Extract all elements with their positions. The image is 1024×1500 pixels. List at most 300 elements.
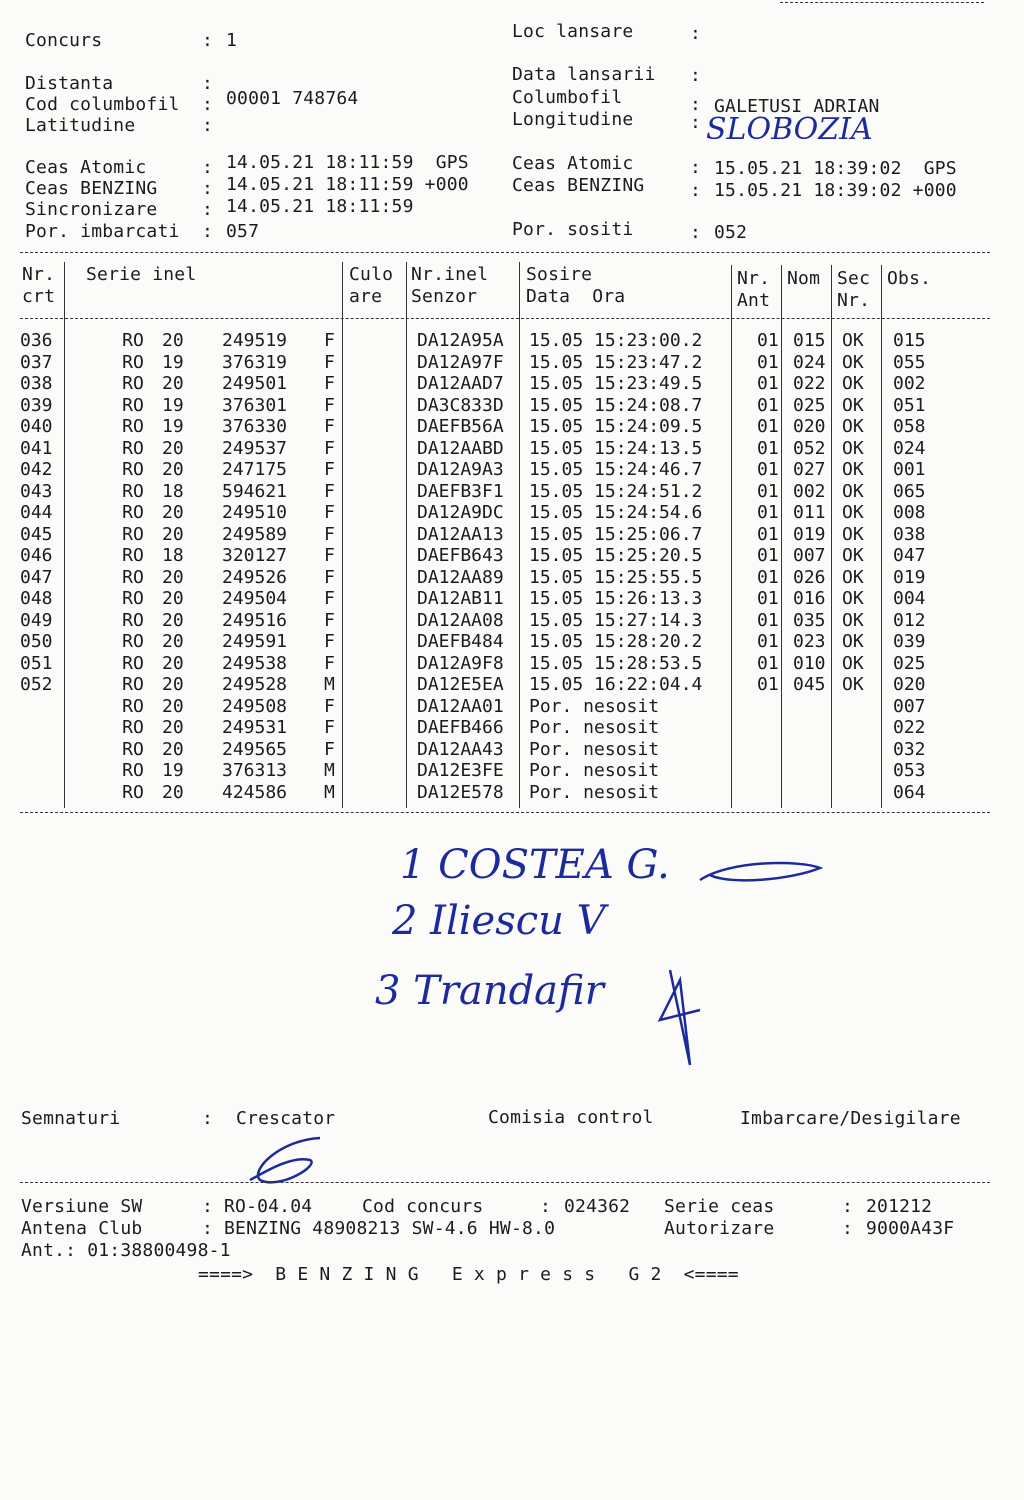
year-cell: 20	[162, 373, 184, 395]
nom-cell: 022	[793, 373, 826, 395]
crt-cell	[20, 717, 96, 739]
color-cell	[346, 545, 412, 567]
sec-cell: OK	[842, 502, 864, 524]
sensor-cell: DA12AA08	[417, 609, 504, 631]
sec-cell	[837, 760, 887, 782]
colon: :	[690, 222, 702, 243]
sec-cell: OK	[842, 631, 864, 653]
colon: :	[690, 65, 702, 86]
ring-cell: 424586	[222, 781, 288, 803]
sex-cell: F	[324, 416, 335, 438]
table-body	[20, 330, 947, 803]
country-cell: RO	[122, 588, 144, 610]
header-sec-nr: Nr.	[837, 290, 871, 311]
sex-cell: F	[324, 609, 335, 631]
loc-lansare-label: Loc lansare	[512, 21, 634, 42]
header-ant: Ant	[737, 290, 771, 311]
latitudine-label: Latitudine	[25, 115, 136, 136]
colon: :	[842, 1218, 854, 1239]
sec-cell: OK	[842, 437, 864, 459]
obs-cell: 058	[893, 416, 926, 438]
sex-cell: F	[324, 717, 335, 739]
nom-cell	[787, 717, 837, 739]
arrival-cell: Por. nesosit	[529, 695, 660, 717]
versiune-value: RO-04.04	[224, 1196, 313, 1217]
arrival-cell: 15.05 15:23:49.5	[529, 373, 703, 395]
arrival-cell: 15.05 15:24:54.6	[529, 502, 703, 524]
table-row	[20, 502, 947, 524]
sex-cell: F	[324, 373, 335, 395]
antenna-cell: 01	[757, 437, 779, 459]
arrival-cell: 15.05 15:24:09.5	[529, 416, 703, 438]
color-cell	[346, 330, 412, 352]
country-cell: RO	[122, 760, 144, 782]
antenna-cell: 01	[757, 545, 779, 567]
header-nr: Nr.	[22, 264, 56, 285]
obs-cell: 025	[893, 652, 926, 674]
country-cell: RO	[122, 631, 144, 653]
obs-cell: 019	[893, 566, 926, 588]
antenna-cell: 01	[757, 394, 779, 416]
country-cell: RO	[122, 545, 144, 567]
color-cell	[346, 717, 412, 739]
sensor-cell: DA12AA01	[417, 695, 504, 717]
sec-cell: OK	[842, 373, 864, 395]
comisia-control-label: Comisia control	[488, 1107, 654, 1128]
sensor-cell: DA12A9F8	[417, 652, 504, 674]
crescator-label: Crescator	[236, 1108, 336, 1129]
sensor-cell: DA12AAD7	[417, 373, 504, 395]
ring-cell: 249589	[222, 523, 288, 545]
colon: :	[202, 178, 214, 199]
obs-cell: 020	[893, 674, 926, 696]
ring-cell: 249519	[222, 330, 288, 352]
por-imbarcati-value: 057	[226, 221, 260, 242]
versiune-label: Versiune SW	[21, 1196, 143, 1217]
table-row	[20, 459, 947, 481]
colon: :	[202, 94, 214, 115]
crt-cell: 050	[20, 631, 53, 653]
sex-cell: F	[324, 588, 335, 610]
table-row	[20, 395, 947, 417]
nom-cell: 052	[793, 437, 826, 459]
ring-cell: 594621	[222, 480, 288, 502]
color-cell	[346, 524, 412, 546]
ring-cell: 249501	[222, 373, 288, 395]
header-obs: Obs.	[887, 268, 932, 289]
nom-cell: 027	[793, 459, 826, 481]
year-cell: 20	[162, 588, 184, 610]
table-row	[20, 373, 947, 395]
serie-ceas-value: 201212	[866, 1196, 933, 1217]
table-top-rule	[20, 252, 990, 253]
sex-cell: F	[324, 738, 335, 760]
country-cell: RO	[122, 480, 144, 502]
ring-cell: 249538	[222, 652, 288, 674]
sex-cell: F	[324, 695, 335, 717]
por-sositi-value: 052	[714, 222, 748, 243]
table-row	[20, 416, 947, 438]
arrival-cell: Por. nesosit	[529, 738, 660, 760]
autorizare-value: 9000A43F	[866, 1218, 955, 1239]
nom-cell: 045	[793, 674, 826, 696]
year-cell: 20	[162, 631, 184, 653]
crt-cell: 052	[20, 674, 53, 696]
country-cell: RO	[122, 437, 144, 459]
nom-cell: 023	[793, 631, 826, 653]
color-cell	[346, 567, 412, 589]
sensor-cell: DA12A95A	[417, 330, 504, 352]
arrival-cell: 15.05 15:24:08.7	[529, 394, 703, 416]
antenna-cell: 01	[757, 416, 779, 438]
header-serie-inel: Serie inel	[86, 264, 197, 285]
arrival-cell: 15.05 15:25:06.7	[529, 523, 703, 545]
obs-cell: 047	[893, 545, 926, 567]
crt-cell: 047	[20, 566, 53, 588]
sensor-cell: DAEFB56A	[417, 416, 504, 438]
country-cell: RO	[122, 459, 144, 481]
color-cell	[346, 373, 412, 395]
colon: :	[202, 30, 214, 51]
color-cell	[346, 502, 412, 524]
columbofil-label: Columbofil	[512, 87, 623, 108]
obs-cell: 065	[893, 480, 926, 502]
brand-line: ====> B E N Z I N G E x p r e s s G 2 <====	[198, 1264, 739, 1285]
ring-cell: 249565	[222, 738, 288, 760]
sensor-cell: DA12AABD	[417, 437, 504, 459]
table-row	[20, 352, 947, 374]
arrival-cell: 15.05 15:28:20.2	[529, 631, 703, 653]
ring-cell: 249591	[222, 631, 288, 653]
sensor-cell: DA12AA89	[417, 566, 504, 588]
table-bottom-rule	[20, 812, 990, 813]
obs-cell: 001	[893, 459, 926, 481]
sensor-cell: DA12A97F	[417, 351, 504, 373]
obs-cell: 051	[893, 394, 926, 416]
ceas-atomic-value-right: 15.05.21 18:39:02 GPS	[714, 158, 957, 179]
country-cell: RO	[122, 502, 144, 524]
color-cell	[346, 653, 412, 675]
color-cell	[346, 416, 412, 438]
nom-cell: 035	[793, 609, 826, 631]
country-cell: RO	[122, 609, 144, 631]
distanta-label: Distanta	[25, 73, 114, 94]
arrival-cell: 15.05 15:23:00.2	[529, 330, 703, 352]
year-cell: 20	[162, 502, 184, 524]
header-culo: Culo	[349, 264, 394, 285]
colon: :	[202, 73, 214, 94]
sensor-cell: DAEFB643	[417, 545, 504, 567]
crt-cell: 039	[20, 394, 53, 416]
arrival-cell: 15.05 15:27:14.3	[529, 609, 703, 631]
sec-cell: OK	[842, 523, 864, 545]
concurs-label: Concurs	[25, 30, 103, 51]
sec-cell: OK	[842, 480, 864, 502]
sex-cell: F	[324, 631, 335, 653]
year-cell: 18	[162, 480, 184, 502]
antenna-cell: 01	[757, 631, 779, 653]
cod-concurs-value: 024362	[564, 1196, 631, 1217]
header-are: are	[349, 286, 383, 307]
year-cell: 20	[162, 695, 184, 717]
antenna-cell	[737, 717, 787, 739]
handwritten-note-3: 3 Trandafir	[375, 968, 604, 1014]
year-cell: 20	[162, 738, 184, 760]
country-cell: RO	[122, 717, 144, 739]
sec-cell: OK	[842, 394, 864, 416]
country-cell: RO	[122, 523, 144, 545]
country-cell: RO	[122, 652, 144, 674]
sex-cell: F	[324, 394, 335, 416]
ceas-atomic-value: 14.05.21 18:11:59 GPS	[226, 152, 469, 173]
sex-cell: F	[324, 523, 335, 545]
sec-cell: OK	[842, 416, 864, 438]
colon: :	[202, 1218, 214, 1239]
obs-cell: 012	[893, 609, 926, 631]
sec-cell: OK	[842, 459, 864, 481]
obs-cell: 024	[893, 437, 926, 459]
nom-cell: 019	[793, 523, 826, 545]
longitudine-label: Longitudine	[512, 109, 634, 130]
colon: :	[202, 1196, 214, 1217]
ring-cell: 376313	[222, 760, 288, 782]
obs-cell: 038	[893, 523, 926, 545]
sensor-cell: DA12A9A3	[417, 459, 504, 481]
antenna-cell	[737, 782, 787, 804]
year-cell: 20	[162, 652, 184, 674]
year-cell: 20	[162, 781, 184, 803]
country-cell: RO	[122, 351, 144, 373]
sec-cell	[837, 717, 887, 739]
color-cell	[346, 674, 412, 696]
footer-rule	[20, 1182, 990, 1183]
year-cell: 20	[162, 566, 184, 588]
sec-cell	[837, 739, 887, 761]
ring-cell: 376330	[222, 416, 288, 438]
antenna-cell: 01	[757, 566, 779, 588]
sec-cell: OK	[842, 674, 864, 696]
colon: :	[690, 112, 702, 133]
arrival-cell: 15.05 15:23:47.2	[529, 351, 703, 373]
color-cell	[346, 481, 412, 503]
year-cell: 19	[162, 416, 184, 438]
obs-cell: 053	[893, 760, 926, 782]
sex-cell: M	[324, 781, 335, 803]
crt-cell: 048	[20, 588, 53, 610]
color-cell	[346, 696, 412, 718]
crt-cell	[20, 696, 96, 718]
arrivals-table	[20, 330, 947, 803]
sex-cell: M	[324, 674, 335, 696]
table-row	[20, 674, 947, 696]
imbarcare-label: Imbarcare/Desigilare	[740, 1108, 961, 1129]
handwritten-locality: SLOBOZIA	[706, 112, 873, 147]
obs-cell: 032	[893, 738, 926, 760]
table-row	[20, 717, 947, 739]
country-cell: RO	[122, 416, 144, 438]
nom-cell	[787, 782, 837, 804]
table-row	[20, 610, 947, 632]
country-cell: RO	[122, 738, 144, 760]
obs-cell: 039	[893, 631, 926, 653]
nom-cell: 020	[793, 416, 826, 438]
country-cell: RO	[122, 330, 144, 352]
color-cell	[346, 760, 412, 782]
top-dash	[780, 2, 984, 3]
country-cell: RO	[122, 373, 144, 395]
year-cell: 18	[162, 545, 184, 567]
arrival-cell: Por. nesosit	[529, 760, 660, 782]
nom-cell: 016	[793, 588, 826, 610]
header-sosire: Sosire	[526, 264, 593, 285]
country-cell: RO	[122, 781, 144, 803]
table-row	[20, 696, 947, 718]
arrival-cell: 15.05 15:24:46.7	[529, 459, 703, 481]
ring-cell: 376301	[222, 394, 288, 416]
antenna-cell: 01	[757, 502, 779, 524]
year-cell: 19	[162, 351, 184, 373]
antenna-cell: 01	[757, 588, 779, 610]
sensor-cell: DA12E3FE	[417, 760, 504, 782]
crt-cell: 040	[20, 416, 53, 438]
table-row	[20, 438, 947, 460]
crt-cell: 044	[20, 502, 53, 524]
color-cell	[346, 631, 412, 653]
ceas-benzing-label-right: Ceas BENZING	[512, 175, 645, 196]
arrival-cell: 15.05 15:25:55.5	[529, 566, 703, 588]
table-row	[20, 524, 947, 546]
antenna-cell: 01	[757, 480, 779, 502]
antenna-cell	[737, 760, 787, 782]
color-cell	[346, 610, 412, 632]
arrival-cell: Por. nesosit	[529, 717, 660, 739]
sex-cell: F	[324, 459, 335, 481]
handwritten-note-2: 2 Iliescu V	[392, 898, 606, 944]
ring-cell: 376319	[222, 351, 288, 373]
nom-cell: 010	[793, 652, 826, 674]
ring-cell: 249528	[222, 674, 288, 696]
obs-cell: 002	[893, 373, 926, 395]
sincronizare-label: Sincronizare	[25, 199, 158, 220]
ceas-benzing-value-right: 15.05.21 18:39:02 +000	[714, 180, 957, 201]
antenna-cell: 01	[757, 609, 779, 631]
antenna-cell: 01	[757, 523, 779, 545]
colon: :	[690, 23, 702, 44]
crt-cell	[20, 760, 96, 782]
obs-cell: 015	[893, 330, 926, 352]
serie-ceas-label: Serie ceas	[664, 1196, 775, 1217]
sensor-cell: DA12E578	[417, 781, 504, 803]
colon: :	[202, 157, 214, 178]
sex-cell: F	[324, 330, 335, 352]
colon: :	[202, 199, 214, 220]
colon: :	[202, 221, 214, 242]
sex-cell: F	[324, 502, 335, 524]
sex-cell: F	[324, 566, 335, 588]
table-row	[20, 760, 947, 782]
color-cell	[346, 459, 412, 481]
country-cell: RO	[122, 674, 144, 696]
year-cell: 20	[162, 437, 184, 459]
header-crt: crt	[22, 286, 56, 307]
sec-cell: OK	[842, 652, 864, 674]
colon: :	[690, 180, 702, 201]
year-cell: 20	[162, 459, 184, 481]
nom-cell: 007	[793, 545, 826, 567]
antenna-cell	[737, 696, 787, 718]
ring-cell: 249508	[222, 695, 288, 717]
antenna-cell	[737, 739, 787, 761]
nom-cell	[787, 760, 837, 782]
antenna-cell: 01	[757, 373, 779, 395]
arrival-cell: 15.05 16:22:04.4	[529, 674, 703, 696]
crt-cell: 043	[20, 480, 53, 502]
header-bottom-rule	[20, 318, 990, 319]
sex-cell: F	[324, 351, 335, 373]
crt-cell	[20, 739, 96, 761]
antenna-cell: 01	[757, 330, 779, 352]
nom-cell: 011	[793, 502, 826, 524]
arrival-cell: 15.05 15:28:53.5	[529, 652, 703, 674]
obs-cell: 064	[893, 781, 926, 803]
antenna-cell: 01	[757, 459, 779, 481]
ceas-benzing-value: 14.05.21 18:11:59 +000	[226, 174, 469, 195]
sex-cell: F	[324, 545, 335, 567]
colon: :	[690, 94, 702, 115]
cod-columbofil-value: 00001 748764	[226, 88, 359, 109]
nom-cell: 002	[793, 480, 826, 502]
colon: :	[690, 157, 702, 178]
sec-cell	[837, 696, 887, 718]
crt-cell	[20, 782, 96, 804]
sec-cell: OK	[842, 609, 864, 631]
table-row	[20, 545, 947, 567]
sec-cell: OK	[842, 545, 864, 567]
arrival-cell: 15.05 15:24:51.2	[529, 480, 703, 502]
country-cell: RO	[122, 695, 144, 717]
antenna-cell: 01	[757, 652, 779, 674]
colon: :	[202, 115, 214, 136]
nom-cell: 026	[793, 566, 826, 588]
header-nom: Nom	[787, 268, 821, 289]
crt-cell: 046	[20, 545, 53, 567]
table-row	[20, 653, 947, 675]
sensor-cell: DA12AB11	[417, 588, 504, 610]
year-cell: 20	[162, 717, 184, 739]
sensor-cell: DA3C833D	[417, 394, 504, 416]
color-cell	[346, 395, 412, 417]
obs-cell: 055	[893, 351, 926, 373]
sec-cell: OK	[842, 566, 864, 588]
ant-line: Ant.: 01:38800498-1	[21, 1240, 231, 1261]
year-cell: 20	[162, 609, 184, 631]
colon: :	[842, 1196, 854, 1217]
ceas-atomic-label-right: Ceas Atomic	[512, 153, 634, 174]
table-row	[20, 631, 947, 653]
crt-cell: 041	[20, 437, 53, 459]
arrival-cell: Por. nesosit	[529, 781, 660, 803]
year-cell: 19	[162, 394, 184, 416]
crt-cell: 049	[20, 609, 53, 631]
semnaturi-label: Semnaturi	[21, 1108, 121, 1129]
ring-cell: 249537	[222, 437, 288, 459]
table-row	[20, 588, 947, 610]
autorizare-label: Autorizare	[664, 1218, 775, 1239]
sec-cell: OK	[842, 330, 864, 352]
color-cell	[346, 739, 412, 761]
cod-concurs-label: Cod concurs	[362, 1196, 484, 1217]
table-row	[20, 481, 947, 503]
